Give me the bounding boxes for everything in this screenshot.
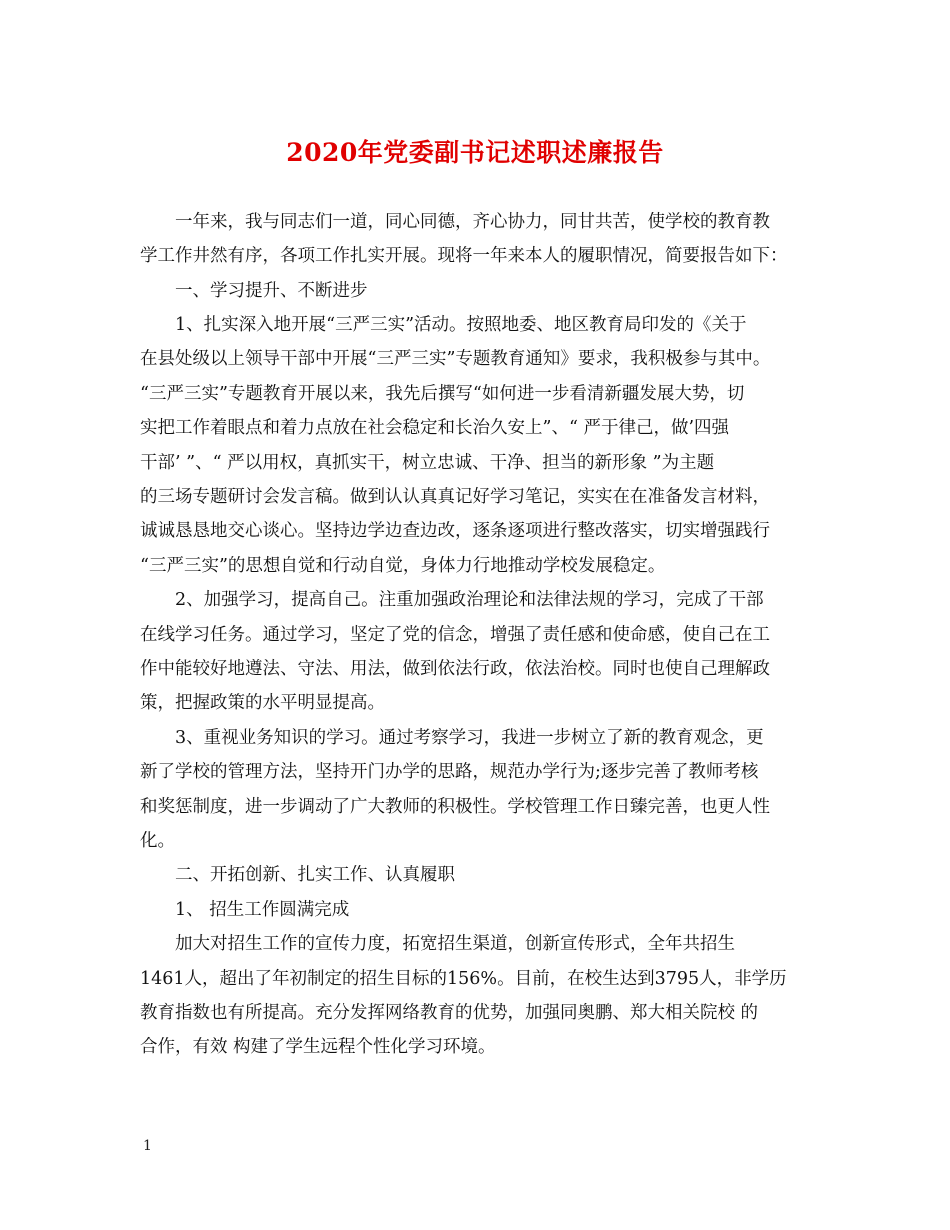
page-number: 1 <box>143 1138 152 1154</box>
text-line: 2、加强学习，提高自己。注重加强政治理论和法律法规的学习，完成了干部 <box>175 590 764 610</box>
text-line: 3、重视业务知识的学习。通过考察学习，我进一步树立了新的教育观念，更 <box>175 728 764 748</box>
text-line: 实把工作着眼点和着力点放在社会稳定和长治久安上”、“ 严于律己，做’四强 <box>140 418 730 438</box>
text-line: 加大对招生工作的宣传力度，拓宽招生渠道，创新宣传形式，全年共招生 <box>175 934 735 954</box>
section-heading: 一、学习提升、不断进步 <box>175 281 368 301</box>
text-line: “三严三实”专题教育开展以来，我先后撰写“如何进一步看清新疆发展大势，切 <box>140 384 745 404</box>
text-line: 作中能较好地遵法、守法、用法，做到依法行政，依法治校。同时也使自己理解政 <box>140 659 770 679</box>
text-line: “三严三实”的思想自觉和行动自觉，身体力行地推动学校发展稳定。 <box>140 556 666 576</box>
text-line: 在线学习任务。通过学习，坚定了党的信念，增强了责任感和使命感，使自己在工 <box>140 625 770 645</box>
text-line: 1461人，超出了年初制定的招生目标的156%。目前，在校生达到3795人，非学历 <box>140 969 787 989</box>
text-line: 在县处级以上领导干部中开展“三严三实”专题教育通知》要求，我积极参与其中。 <box>140 349 771 369</box>
text-line: 策，把握政策的水平明显提高。 <box>140 693 385 713</box>
text-line: 1、扎实深入地开展“三严三实”活动。按照地委、地区教育局印发的《关于 <box>175 315 747 335</box>
text-line: 一年来，我与同志们一道，同心同德，齐心协力，同甘共苦，使学校的教育教 <box>175 212 770 232</box>
text-line: 干部’ ”、“ 严以用权，真抓实干，树立忠诚、干净、担当的新形象 ”为主题 <box>140 453 715 473</box>
section-heading: 二、开拓创新、扎实工作、认真履职 <box>175 865 455 885</box>
text-line: 合作，有效 构建了学生远程个性化学习环境。 <box>140 1037 496 1057</box>
text-line: 和奖惩制度，进一步调动了广大教师的积极性。学校管理工作日臻完善，也更人性 <box>140 797 770 817</box>
text-line: 的三场专题研讨会发言稿。做到认认真真记好学习笔记，实实在在准备发言材料， <box>140 487 770 507</box>
text-line: 新了学校的管理方法，坚持开门办学的思路，规范办学行为;逐步完善了教师考核 <box>140 762 759 782</box>
text-line: 教育指数也有所提高。充分发挥网络教育的优势，加强同奥鹏、郑大相关院校 的 <box>140 1003 759 1023</box>
text-line: 学工作井然有序，各项工作扎实开展。现将一年来本人的履职情况，简要报告如下： <box>140 246 788 266</box>
text-line: 化。 <box>140 831 175 851</box>
text-line: 诚诚恳恳地交心谈心。坚持边学边查边改，逐条逐项进行整改落实，切实增强践行 <box>140 521 770 541</box>
document-title: 2020年党委副书记述职述廉报告 <box>286 138 664 167</box>
subsection-heading: 1、 招生工作圆满完成 <box>175 900 350 920</box>
